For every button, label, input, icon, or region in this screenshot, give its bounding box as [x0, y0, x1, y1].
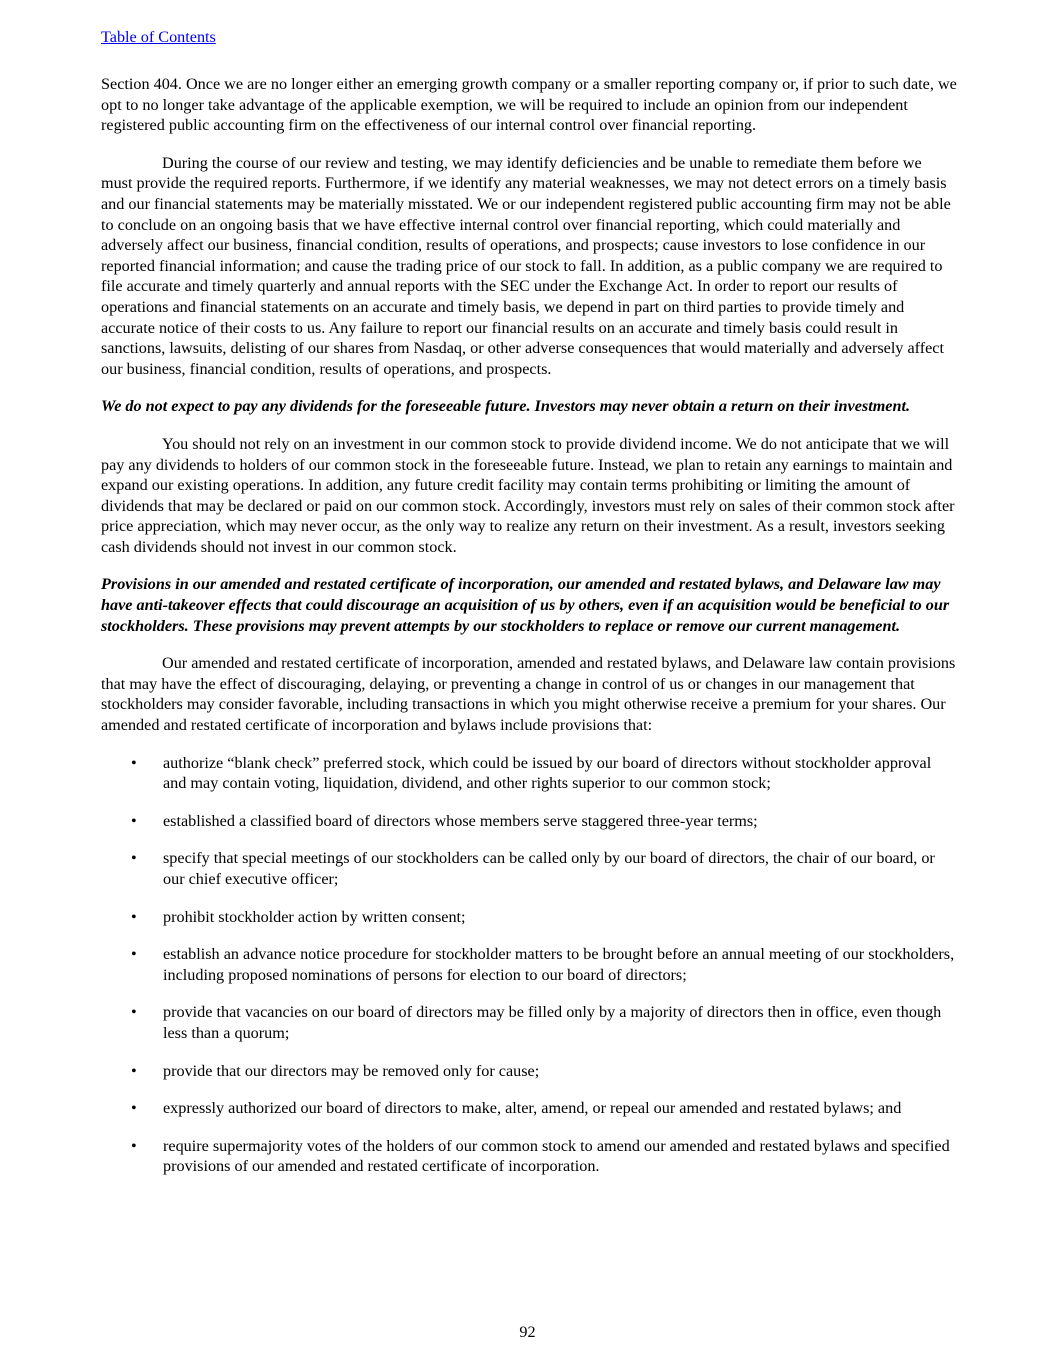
- list-item-text: authorize “blank check” preferred stock, which could be issued by our board of directors without stockholder approval and may contain voting, liquidation, dividend, and other rights superior to our common stock;: [163, 753, 932, 793]
- page-number: 92: [519, 1323, 536, 1341]
- list-item: [101, 1136, 957, 1177]
- bullet-icon: •: [131, 945, 137, 964]
- provisions-list: [101, 753, 957, 1177]
- bullet-icon: •: [131, 811, 137, 830]
- paragraph-review-testing: During the course of our review and testing, we may identify deficiencies and be unable to remediate them before we must provide the required reports. Furthermore, if we identify any material weaknesses, we may not detect errors on a timely basis and our financial statements may be materially misstated. We or our independent registered public accounting firm may not be able to conclude on an ongoing basis that we have effective internal control over financial reporting, which could materially and adversely affect our business, financial condition, results of operations, and prospects; cause investors to lose confidence in our reported financial information; and cause the trading price of our stock to fall. In addition, as a public company we are required to file accurate and timely quarterly and annual reports with the SEC under the Exchange Act. In order to report our results of operations and financial statements on an accurate and timely basis, we depend in part on third parties to provide timely and accurate notice of their costs to us. Any failure to report our financial results on an accurate and timely basis could result in sanctions, lawsuits, delisting of our shares from Nasdaq, or other adverse consequences that would materially and adversely affect our business, financial condition, results of operations, and prospects.: [101, 153, 951, 378]
- document-body: [101, 74, 957, 1194]
- paragraph-section-404: Section 404. Once we are no longer either an emerging growth company or a smaller reporting company or, if prior to such date, we opt to no longer take advantage of the applicable exemption, we will be required to include an opinion from our independent registered public accounting firm on the effectiveness of our internal control over financial reporting.: [101, 75, 957, 135]
- list-item-text: provide that vacancies on our board of directors may be filled only by a majority of directors then in office, even though less than a quorum;: [163, 1003, 942, 1042]
- list-item: [101, 811, 957, 832]
- bullet-icon: •: [131, 849, 137, 868]
- risk-heading-dividends: We do not expect to pay any dividends for the foreseeable future. Investors may never obtain a return on their investment.: [101, 397, 911, 416]
- list-item-text: established a classified board of directors whose members serve staggered three-year terms;: [163, 811, 758, 830]
- list-item: [101, 1098, 957, 1119]
- list-item: [101, 848, 957, 889]
- list-item: [101, 753, 957, 794]
- list-item-text: establish an advance notice procedure for stockholder matters to be brought before an annual meeting of our stockholders, including proposed nominations of persons for election to our board of directors;: [163, 945, 955, 984]
- list-item-text: prohibit stockholder action by written consent;: [163, 907, 466, 926]
- list-item-text: provide that our directors may be removed only for cause;: [163, 1061, 540, 1080]
- bullet-icon: •: [131, 1136, 137, 1155]
- list-item: [101, 907, 957, 928]
- bullet-icon: •: [131, 1099, 137, 1118]
- bullet-icon: •: [131, 753, 137, 772]
- list-item-text: expressly authorized our board of directors to make, alter, amend, or repeal our amended and restated bylaws; and: [163, 1099, 902, 1118]
- paragraph-dividends: You should not rely on an investment in our common stock to provide dividend income. We do not anticipate that we will pay any dividends to holders of our common stock in the foreseeable future. Instead, we plan to retain any earnings to maintain and expand our existing operations. In addition, any future credit facility may contain terms prohibiting or limiting the amount of dividends that may be declared or paid on our common stock. Accordingly, investors must rely on sales of their common stock after price appreciation, which may never occur, as the only way to realize any return on their investment. As a result, investors seeking cash dividends should not invest in our common stock.: [101, 434, 955, 556]
- list-item-text: require supermajority votes of the holders of our common stock to amend our amended and restated bylaws and specified provisions of our amended and restated certificate of incorporation.: [163, 1136, 950, 1176]
- list-item-text: specify that special meetings of our stockholders can be called only by our board of directors, the chair of our board, or our chief executive officer;: [163, 849, 935, 888]
- paragraph-provisions: Our amended and restated certificate of incorporation, amended and restated bylaws, and Delaware law contain provisions that may have the effect of discouraging, delaying, or preventing a change in control of us or changes in our management that stockholders may consider favorable, including transactions in which you might otherwise receive a premium for your shares. Our amended and restated certificate of incorporation and bylaws include provisions that:: [101, 654, 956, 735]
- bullet-icon: •: [131, 907, 137, 926]
- bullet-icon: •: [131, 1061, 137, 1080]
- risk-heading-anti-takeover: Provisions in our amended and restated certificate of incorporation, our amended and restated bylaws, and Delaware law may have anti-takeover effects that could discourage an acquisition of us by others, even if an acquisition would be beneficial to our stockholders. These provisions may prevent attempts by our stockholders to replace or remove our current management.: [101, 575, 950, 635]
- table-of-contents-link[interactable]: Table of Contents: [101, 28, 216, 46]
- bullet-icon: •: [131, 1003, 137, 1022]
- list-item: [101, 944, 957, 985]
- list-item: [101, 1061, 957, 1082]
- list-item: [101, 1002, 957, 1043]
